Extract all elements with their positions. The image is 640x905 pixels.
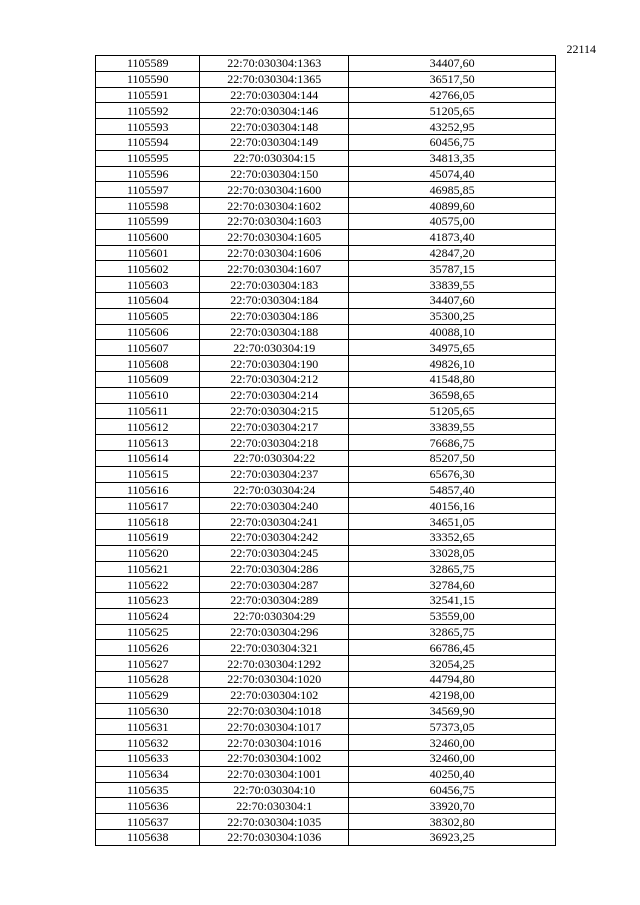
table-row: [96, 687, 556, 703]
value-cell: 34407,60: [349, 56, 556, 72]
row-number-cell: 1105625: [96, 624, 200, 640]
cadastral-number-cell: 22:70:030304:146: [200, 103, 349, 119]
table-row: [96, 435, 556, 451]
cadastral-number-cell: 22:70:030304:19: [200, 340, 349, 356]
row-number-cell: 1105598: [96, 198, 200, 214]
table-row: [96, 356, 556, 372]
cadastral-number-cell: 22:70:030304:212: [200, 371, 349, 387]
value-cell: 85207,50: [349, 450, 556, 466]
page-number: 22114: [566, 42, 596, 56]
table-row: [96, 308, 556, 324]
value-cell: 36923,25: [349, 830, 556, 846]
row-number-cell: 1105608: [96, 356, 200, 372]
value-cell: 35300,25: [349, 308, 556, 324]
row-number-cell: 1105606: [96, 324, 200, 340]
table-row: [96, 735, 556, 751]
table-row: [96, 150, 556, 166]
row-number-cell: 1105614: [96, 450, 200, 466]
value-cell: 33839,55: [349, 419, 556, 435]
value-cell: 32784,60: [349, 577, 556, 593]
value-cell: 34651,05: [349, 514, 556, 530]
value-cell: 35787,15: [349, 261, 556, 277]
value-cell: 32460,00: [349, 751, 556, 767]
row-number-cell: 1105621: [96, 561, 200, 577]
value-cell: 60456,75: [349, 134, 556, 150]
table-row: [96, 119, 556, 135]
cadastral-table: [95, 55, 556, 846]
table-row: [96, 87, 556, 103]
value-cell: 54857,40: [349, 482, 556, 498]
table-row: [96, 71, 556, 87]
cadastral-number-cell: 22:70:030304:188: [200, 324, 349, 340]
cadastral-number-cell: 22:70:030304:1365: [200, 71, 349, 87]
value-cell: 41548,80: [349, 371, 556, 387]
value-cell: 40575,00: [349, 213, 556, 229]
cadastral-number-cell: 22:70:030304:1001: [200, 766, 349, 782]
cadastral-number-cell: 22:70:030304:1605: [200, 229, 349, 245]
value-cell: 33920,70: [349, 798, 556, 814]
cadastral-number-cell: 22:70:030304:286: [200, 561, 349, 577]
row-number-cell: 1105637: [96, 814, 200, 830]
value-cell: 60456,75: [349, 782, 556, 798]
table-row: [96, 514, 556, 530]
row-number-cell: 1105622: [96, 577, 200, 593]
value-cell: 34975,65: [349, 340, 556, 356]
table-row: [96, 387, 556, 403]
cadastral-number-cell: 22:70:030304:1600: [200, 182, 349, 198]
row-number-cell: 1105594: [96, 134, 200, 150]
table-row: [96, 229, 556, 245]
table-row: [96, 593, 556, 609]
cadastral-number-cell: 22:70:030304:1602: [200, 198, 349, 214]
table-row: [96, 324, 556, 340]
cadastral-number-cell: 22:70:030304:289: [200, 593, 349, 609]
row-number-cell: 1105624: [96, 608, 200, 624]
value-cell: 66786,45: [349, 640, 556, 656]
value-cell: 40088,10: [349, 324, 556, 340]
cadastral-number-cell: 22:70:030304:183: [200, 277, 349, 293]
row-number-cell: 1105615: [96, 466, 200, 482]
row-number-cell: 1105611: [96, 403, 200, 419]
table-row: [96, 103, 556, 119]
cadastral-number-cell: 22:70:030304:150: [200, 166, 349, 182]
table-body: [96, 56, 556, 846]
table-row: [96, 292, 556, 308]
value-cell: 32541,15: [349, 593, 556, 609]
row-number-cell: 1105605: [96, 308, 200, 324]
table-row: [96, 656, 556, 672]
row-number-cell: 1105626: [96, 640, 200, 656]
row-number-cell: 1105613: [96, 435, 200, 451]
table-row: [96, 198, 556, 214]
value-cell: 32865,75: [349, 624, 556, 640]
cadastral-number-cell: 22:70:030304:217: [200, 419, 349, 435]
cadastral-number-cell: 22:70:030304:190: [200, 356, 349, 372]
table-row: [96, 340, 556, 356]
value-cell: 42766,05: [349, 87, 556, 103]
value-cell: 34407,60: [349, 292, 556, 308]
cadastral-number-cell: 22:70:030304:1016: [200, 735, 349, 751]
value-cell: 76686,75: [349, 435, 556, 451]
row-number-cell: 1105627: [96, 656, 200, 672]
table-row: [96, 624, 556, 640]
table-row: [96, 529, 556, 545]
value-cell: 57373,05: [349, 719, 556, 735]
table-row: [96, 814, 556, 830]
row-number-cell: 1105628: [96, 672, 200, 688]
table-row: [96, 766, 556, 782]
table-row: [96, 403, 556, 419]
table-row: [96, 577, 556, 593]
cadastral-number-cell: 22:70:030304:1020: [200, 672, 349, 688]
table-row: [96, 261, 556, 277]
cadastral-number-cell: 22:70:030304:1606: [200, 245, 349, 261]
row-number-cell: 1105602: [96, 261, 200, 277]
table-row: [96, 213, 556, 229]
cadastral-number-cell: 22:70:030304:1017: [200, 719, 349, 735]
value-cell: 40250,40: [349, 766, 556, 782]
table-row: [96, 640, 556, 656]
table-row: [96, 450, 556, 466]
value-cell: 43252,95: [349, 119, 556, 135]
row-number-cell: 1105601: [96, 245, 200, 261]
row-number-cell: 1105604: [96, 292, 200, 308]
value-cell: 40156,16: [349, 498, 556, 514]
cadastral-number-cell: 22:70:030304:321: [200, 640, 349, 656]
row-number-cell: 1105600: [96, 229, 200, 245]
cadastral-number-cell: 22:70:030304:1292: [200, 656, 349, 672]
value-cell: 32865,75: [349, 561, 556, 577]
cadastral-number-cell: 22:70:030304:242: [200, 529, 349, 545]
table-row: [96, 245, 556, 261]
row-number-cell: 1105612: [96, 419, 200, 435]
cadastral-number-cell: 22:70:030304:240: [200, 498, 349, 514]
row-number-cell: 1105603: [96, 277, 200, 293]
value-cell: 40899,60: [349, 198, 556, 214]
cadastral-number-cell: 22:70:030304:186: [200, 308, 349, 324]
cadastral-number-cell: 22:70:030304:1607: [200, 261, 349, 277]
row-number-cell: 1105636: [96, 798, 200, 814]
row-number-cell: 1105595: [96, 150, 200, 166]
row-number-cell: 1105616: [96, 482, 200, 498]
row-number-cell: 1105599: [96, 213, 200, 229]
table-row: [96, 482, 556, 498]
row-number-cell: 1105610: [96, 387, 200, 403]
cadastral-number-cell: 22:70:030304:148: [200, 119, 349, 135]
table-row: [96, 672, 556, 688]
cadastral-number-cell: 22:70:030304:1: [200, 798, 349, 814]
value-cell: 41873,40: [349, 229, 556, 245]
cadastral-number-cell: 22:70:030304:184: [200, 292, 349, 308]
value-cell: 53559,00: [349, 608, 556, 624]
row-number-cell: 1105596: [96, 166, 200, 182]
table-row: [96, 830, 556, 846]
cadastral-number-cell: 22:70:030304:144: [200, 87, 349, 103]
cadastral-number-cell: 22:70:030304:241: [200, 514, 349, 530]
cadastral-number-cell: 22:70:030304:15: [200, 150, 349, 166]
cadastral-number-cell: 22:70:030304:10: [200, 782, 349, 798]
row-number-cell: 1105620: [96, 545, 200, 561]
table-row: [96, 166, 556, 182]
cadastral-number-cell: 22:70:030304:102: [200, 687, 349, 703]
row-number-cell: 1105635: [96, 782, 200, 798]
cadastral-number-cell: 22:70:030304:1603: [200, 213, 349, 229]
table-row: [96, 182, 556, 198]
cadastral-number-cell: 22:70:030304:296: [200, 624, 349, 640]
value-cell: 32460,00: [349, 735, 556, 751]
row-number-cell: 1105597: [96, 182, 200, 198]
value-cell: 34569,90: [349, 703, 556, 719]
row-number-cell: 1105609: [96, 371, 200, 387]
row-number-cell: 1105593: [96, 119, 200, 135]
table-row: [96, 545, 556, 561]
row-number-cell: 1105589: [96, 56, 200, 72]
value-cell: 44794,80: [349, 672, 556, 688]
row-number-cell: 1105592: [96, 103, 200, 119]
cadastral-number-cell: 22:70:030304:22: [200, 450, 349, 466]
row-number-cell: 1105633: [96, 751, 200, 767]
table-row: [96, 561, 556, 577]
cadastral-number-cell: 22:70:030304:1363: [200, 56, 349, 72]
table-row: [96, 134, 556, 150]
cadastral-number-cell: 22:70:030304:29: [200, 608, 349, 624]
row-number-cell: 1105623: [96, 593, 200, 609]
cadastral-number-cell: 22:70:030304:237: [200, 466, 349, 482]
table-row: [96, 56, 556, 72]
value-cell: 45074,40: [349, 166, 556, 182]
row-number-cell: 1105629: [96, 687, 200, 703]
table-row: [96, 751, 556, 767]
table-row: [96, 371, 556, 387]
cadastral-number-cell: 22:70:030304:214: [200, 387, 349, 403]
cadastral-number-cell: 22:70:030304:215: [200, 403, 349, 419]
value-cell: 42198,00: [349, 687, 556, 703]
value-cell: 36517,50: [349, 71, 556, 87]
cadastral-number-cell: 22:70:030304:218: [200, 435, 349, 451]
cadastral-number-cell: 22:70:030304:1018: [200, 703, 349, 719]
row-number-cell: 1105591: [96, 87, 200, 103]
value-cell: 36598,65: [349, 387, 556, 403]
row-number-cell: 1105590: [96, 71, 200, 87]
row-number-cell: 1105619: [96, 529, 200, 545]
cadastral-number-cell: 22:70:030304:149: [200, 134, 349, 150]
cadastral-number-cell: 22:70:030304:24: [200, 482, 349, 498]
cadastral-number-cell: 22:70:030304:287: [200, 577, 349, 593]
cadastral-number-cell: 22:70:030304:1002: [200, 751, 349, 767]
table-row: [96, 608, 556, 624]
value-cell: 65676,30: [349, 466, 556, 482]
row-number-cell: 1105607: [96, 340, 200, 356]
value-cell: 38302,80: [349, 814, 556, 830]
value-cell: 33352,65: [349, 529, 556, 545]
value-cell: 33028,05: [349, 545, 556, 561]
cadastral-number-cell: 22:70:030304:1036: [200, 830, 349, 846]
table-row: [96, 498, 556, 514]
value-cell: 51205,65: [349, 103, 556, 119]
value-cell: 33839,55: [349, 277, 556, 293]
table-row: [96, 419, 556, 435]
table-row: [96, 466, 556, 482]
cadastral-number-cell: 22:70:030304:1035: [200, 814, 349, 830]
value-cell: 51205,65: [349, 403, 556, 419]
table-row: [96, 277, 556, 293]
row-number-cell: 1105632: [96, 735, 200, 751]
value-cell: 46985,85: [349, 182, 556, 198]
table-row: [96, 719, 556, 735]
row-number-cell: 1105631: [96, 719, 200, 735]
table-row: [96, 798, 556, 814]
value-cell: 34813,35: [349, 150, 556, 166]
row-number-cell: 1105630: [96, 703, 200, 719]
value-cell: 42847,20: [349, 245, 556, 261]
row-number-cell: 1105638: [96, 830, 200, 846]
row-number-cell: 1105634: [96, 766, 200, 782]
value-cell: 49826,10: [349, 356, 556, 372]
row-number-cell: 1105618: [96, 514, 200, 530]
row-number-cell: 1105617: [96, 498, 200, 514]
cadastral-number-cell: 22:70:030304:245: [200, 545, 349, 561]
value-cell: 32054,25: [349, 656, 556, 672]
table-row: [96, 703, 556, 719]
table-row: [96, 782, 556, 798]
